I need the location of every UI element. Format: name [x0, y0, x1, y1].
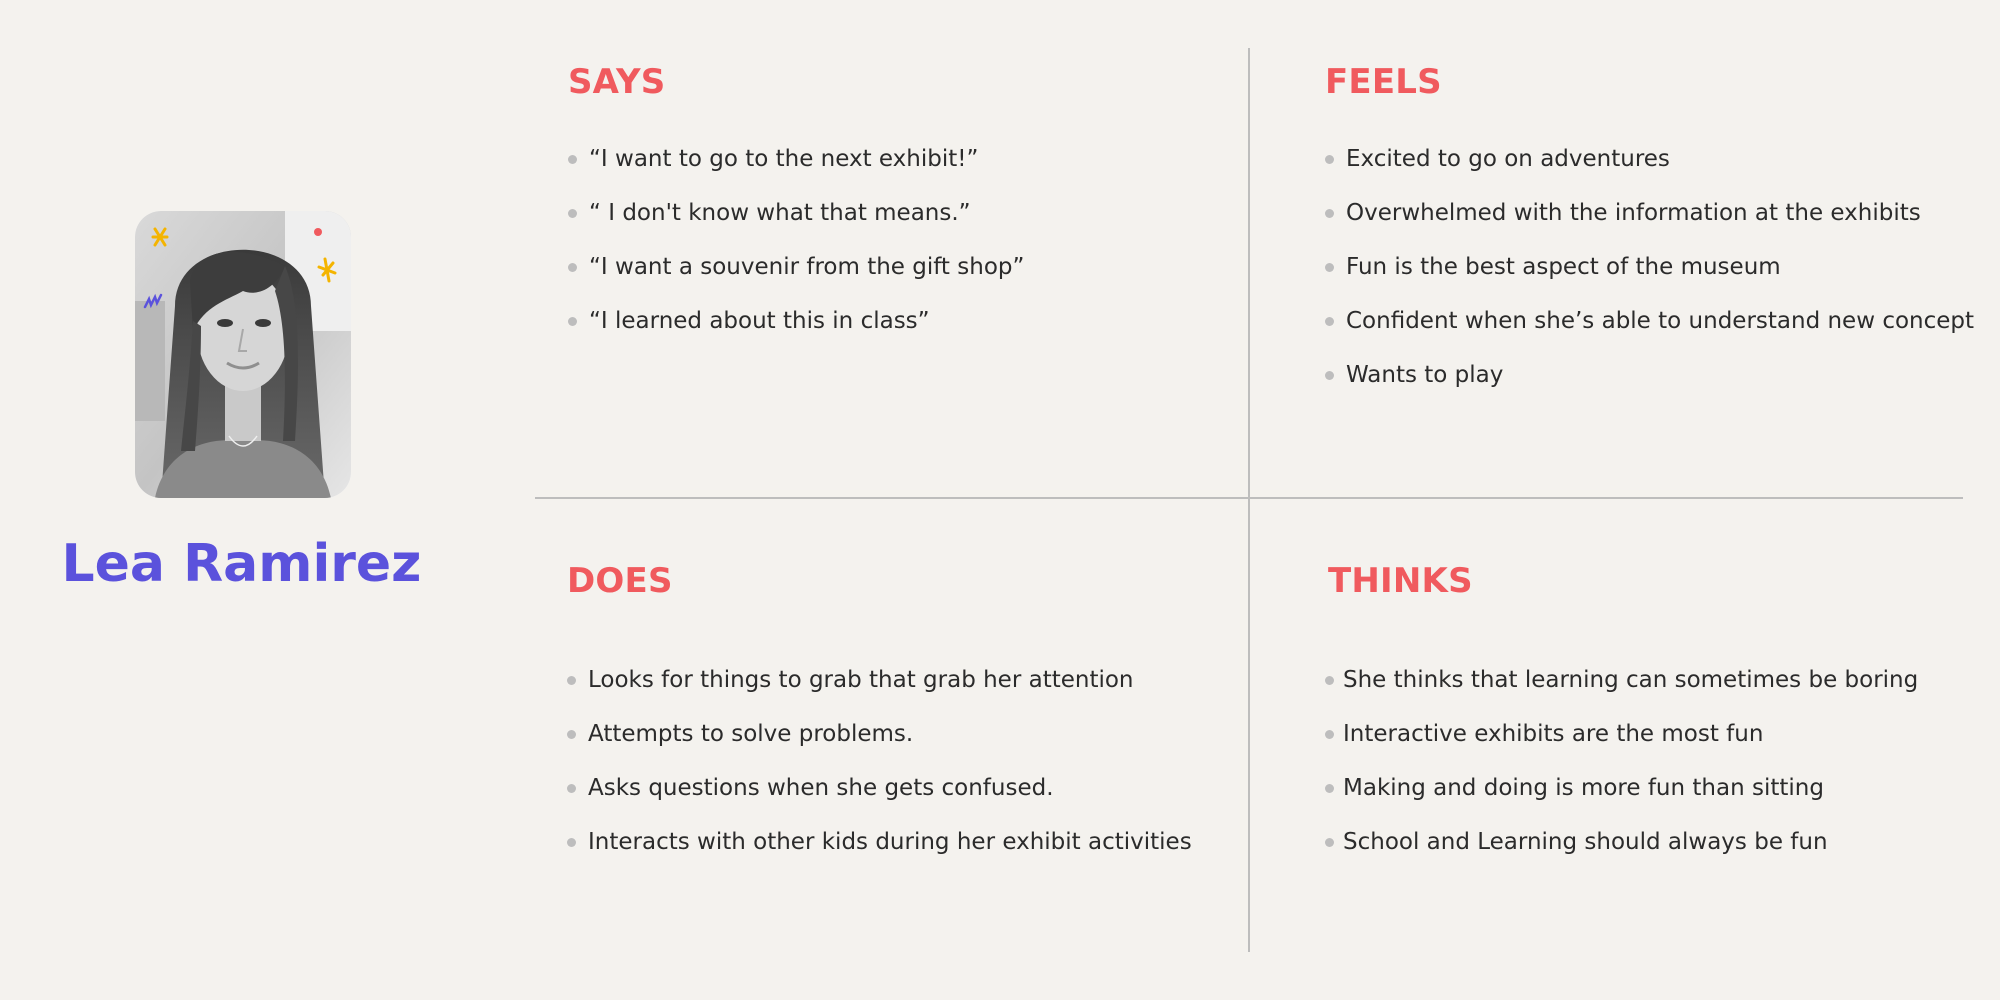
bullet-icon — [1325, 784, 1334, 793]
bullet-icon — [1325, 263, 1334, 272]
persona-avatar — [135, 211, 351, 498]
says-title: SAYS — [568, 62, 666, 102]
bullet-icon — [567, 676, 576, 685]
bullet-icon — [1325, 676, 1334, 685]
list-item-text: School and Learning should always be fun — [1343, 829, 1828, 855]
list-item-text: Making and doing is more fun than sitting — [1343, 775, 1824, 801]
list-item-text: Wants to play — [1346, 362, 1504, 388]
list-item-text: “I want to go to the next exhibit!” — [589, 146, 979, 172]
list-item-text: Fun is the best aspect of the museum — [1346, 254, 1781, 280]
bullet-icon — [567, 838, 576, 847]
list-item-text: Interacts with other kids during her exhibit activities — [588, 829, 1192, 855]
bullet-icon — [1325, 317, 1334, 326]
bullet-icon — [568, 155, 577, 164]
feels-title: FEELS — [1325, 62, 1442, 102]
list-item-text: “I learned about this in class” — [589, 308, 930, 334]
bullet-icon — [1325, 371, 1334, 380]
bullet-icon — [567, 730, 576, 739]
bullet-icon — [568, 209, 577, 218]
persona-name: Lea Ramirez — [61, 534, 422, 594]
list-item-text: Confident when she’s able to understand new concept — [1346, 308, 1975, 334]
horizontal-divider — [535, 497, 1963, 499]
list-item-text: “I want a souvenir from the gift shop” — [589, 254, 1025, 280]
does-title: DOES — [567, 561, 673, 601]
thinks-title: THINKS — [1328, 561, 1473, 601]
bullet-icon — [1325, 155, 1334, 164]
vertical-divider — [1248, 48, 1250, 952]
bullet-icon — [1325, 838, 1334, 847]
list-item-text: Excited to go on adventures — [1346, 146, 1670, 172]
bullet-icon — [568, 263, 577, 272]
list-item-text: “ I don't know what that means.” — [589, 200, 971, 226]
list-item-text: Looks for things to grab that grab her attention — [588, 667, 1134, 693]
bullet-icon — [567, 784, 576, 793]
list-item-text: She thinks that learning can sometimes be boring — [1343, 667, 1919, 693]
bullet-icon — [1325, 730, 1334, 739]
list-item-text: Interactive exhibits are the most fun — [1343, 721, 1764, 747]
list-item-text: Overwhelmed with the information at the exhibits — [1346, 200, 1921, 226]
bullet-icon — [1325, 209, 1334, 218]
list-item-text: Asks questions when she gets confused. — [588, 775, 1054, 801]
portrait-photo-icon — [135, 211, 351, 498]
bullet-icon — [568, 317, 577, 326]
list-item-text: Attempts to solve problems. — [588, 721, 914, 747]
